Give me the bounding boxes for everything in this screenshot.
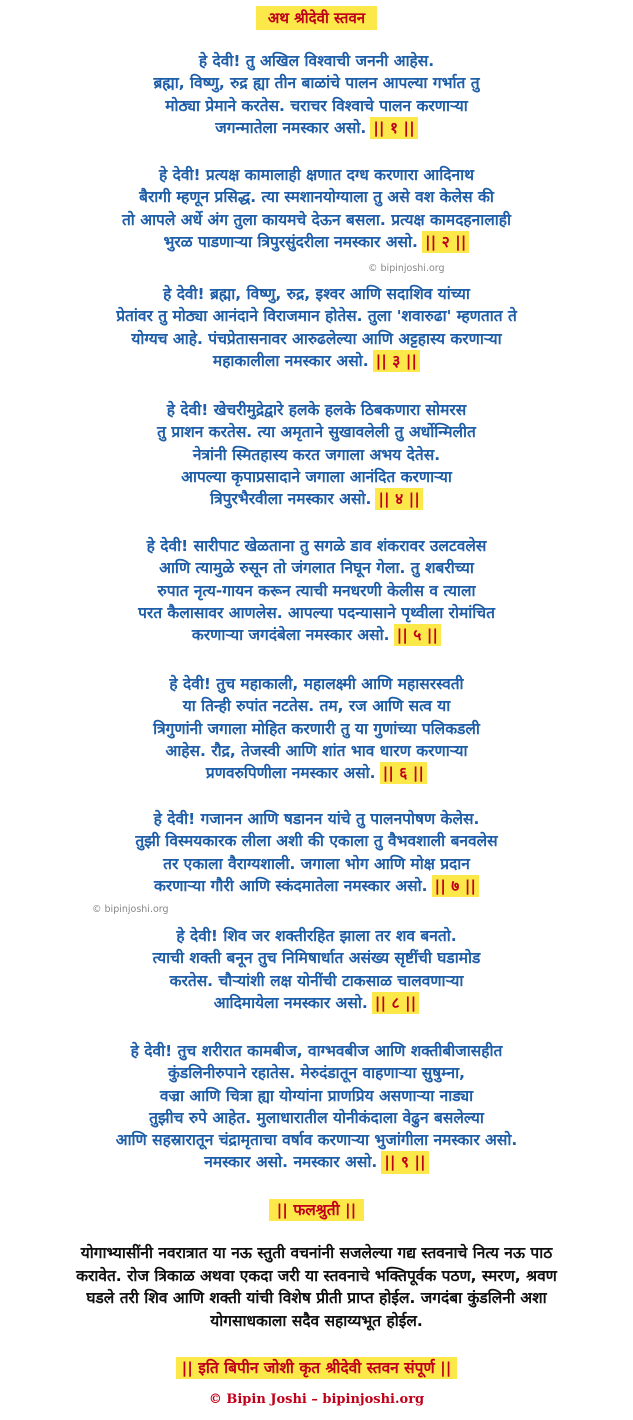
verse-line: मोठ्या प्रेमाने करतेस. चराचर विश्वाचे पालन करणाऱ्या [165, 96, 468, 115]
verse-line: आणि त्यामुळे रुसून तो जंगलात निघून गेला. तु शबरीच्या [159, 559, 474, 578]
verse-line-text: महाकालीला नमस्कार असो. [212, 351, 369, 370]
verse-6 [0, 673, 633, 784]
verse-line: त्याची शक्ती बनून तुच निमिषार्धात असंख्य सृष्टींची घडामोड [152, 949, 481, 968]
verse-7 [0, 808, 633, 897]
verse-number-badge: || ९ || [381, 1151, 429, 1173]
phalashruti-heading: || फलश्रुती || [269, 1199, 365, 1221]
verse-line-text: जगन्मातेला नमस्कार असो. [215, 118, 367, 137]
verse-line-text: करणाऱ्या जगदंबेला नमस्कार असो. [191, 626, 390, 645]
verse-3 [0, 283, 633, 372]
verse-line: कुंडलिनीरुपाने रहातेस. मेरुदंडातून वाहणाऱ्या सुषुम्ना, [168, 1064, 465, 1083]
verse-line-last [0, 488, 633, 510]
phalashruti-line: करावेत. रोज त्रिकाळ अथवा एकदा जरी या स्तवनाचे भक्तिपूर्वक पठण, स्मरण, श्रवण [76, 1266, 557, 1285]
verse-line: नेत्रांनी स्मितहास्य करत जगाला अभय देतेस. [192, 445, 441, 464]
verse-line: हे देवी! तुच शरीरात कामबीज, वाग्भवबीज आणि शक्तीबीजासहीत [130, 1042, 503, 1060]
verse-line: रुपात नृत्य-गायन करून त्याची मनधरणी केलीस व त्याला [157, 581, 476, 600]
verse-number-badge: || ३ || [373, 350, 421, 372]
verse-line-last [0, 1151, 633, 1173]
phalashruti-paragraph [0, 1242, 633, 1332]
verse-2 [0, 164, 633, 253]
verse-line: योग्यच आहे. पंचप्रेतासनावर आरुढलेल्या आणि अट्टहास्य करणाऱ्या [131, 329, 502, 348]
copyright-credit: © Bipin Joshi – bipinjoshi.org [208, 1392, 425, 1407]
verse-line: हे देवी! तु अखिल विश्वाची जननी आहेस. [198, 52, 435, 70]
verse-line: आपल्या कृपाप्रसादाने जगाला आनंदित करणाऱ्या [181, 467, 452, 486]
verse-line: हे देवी! प्रत्यक्ष कामालाही क्षणात दग्ध करणारा आदिनाथ [158, 166, 475, 184]
closing-line: || इति बिपीन जोशी कृत श्रीदेवी स्तवन संपूर्ण || [176, 1357, 458, 1379]
verse-line: आहेस. रौद्र, तेजस्वी आणि शांत भाव धारण करणाऱ्या [165, 741, 468, 760]
verse-line-last [0, 875, 633, 897]
verse-line: त्रिगुणांनी जगाला मोहित करणारी तु या गुणांच्या पलिकडली [153, 719, 480, 738]
verse-line-last [0, 762, 633, 784]
verse-line: परत कैलासावर आणलेस. आपल्या पदन्यासाने पृथ्वीला रोमांचित [138, 603, 495, 622]
verse-line-text: नमस्कार असो. नमस्कार असो. [204, 1153, 378, 1172]
verse-number-badge: || ५ || [394, 624, 442, 646]
verse-line-last [0, 624, 633, 646]
title-container [0, 6, 633, 30]
verse-1 [0, 50, 633, 139]
verse-line-last [0, 117, 633, 139]
verse-line: करतेस. चौऱ्यांशी लक्ष योनींची टाकसाळ चालवणाऱ्या [169, 971, 464, 990]
verse-line-text: करणाऱ्या गौरी आणि स्कंदमातेला नमस्कार असो. [153, 876, 428, 895]
verse-line-text: आदिमायेला नमस्कार असो. [213, 993, 368, 1012]
verse-line: आणि सहस्रारातून चंद्रामृताचा वर्षाव करणाऱ्या भुजांगीला नमस्कार असो. [115, 1131, 518, 1150]
verse-line-text: प्रणवरुपिणीला नमस्कार असो. [205, 764, 376, 783]
verse-8 [0, 925, 633, 1014]
closing-container [0, 1357, 633, 1379]
verse-line: हे देवी! शिव जर शक्तीरहित झाला तर शव बनतो. [176, 927, 457, 945]
verse-line: बैरागी म्हणून प्रसिद्ध. त्या स्मशानयोग्याला तु असे वश केलेस की [139, 188, 494, 207]
verse-line: तुझीच रुपे आहेत. मुलाधारातील योनीकंदाला वेढुन बसलेल्या [149, 1108, 484, 1127]
verse-number-badge: || ७ || [432, 875, 480, 897]
verse-line-text: भुरळ पाडणाऱ्या त्रिपुरसुंदरीला नमस्कार असो. [163, 232, 418, 251]
verse-number-badge: || ६ || [380, 762, 428, 784]
verse-4 [0, 399, 633, 510]
verse-line: तर एकाला वैराग्यशाली. जगाला भोग आणि मोक्ष प्रदान [163, 854, 470, 873]
verse-number-badge: || ८ || [372, 992, 420, 1014]
verse-line: या तिन्ही रुपांत नटतेस. तम, रज आणि सत्व या [182, 697, 451, 716]
verse-line: ब्रह्मा, विष्णु, रुद्र ह्या तीन बाळांचे पालन आपल्या गर्भात तु [153, 74, 480, 93]
verse-line: तो आपले अर्धे अंग तुला कायमचे देऊन बसला. प्रत्यक्ष कामदहनालाही [121, 210, 512, 229]
verse-line-text: त्रिपुरभैरवीला नमस्कार असो. [210, 490, 372, 509]
watermark-top: © bipinjoshi.org [368, 263, 445, 274]
verse-line: हे देवी! गजानन आणि षडानन यांचे तु पालनपोषण केलेस. [153, 810, 480, 828]
verse-line-last [0, 231, 633, 253]
verse-line: तुझी विस्मयकारक लीला अशी की एकाला तु वैभवशाली बनवलेस [135, 832, 498, 851]
verse-5 [0, 535, 633, 646]
verse-line: हे देवी! तुच महाकाली, महालक्ष्मी आणि महासरस्वती [169, 675, 464, 693]
verse-line: प्रेतांवर तु मोठ्या आनंदाने विराजमान होतेस. तुला 'शवारुढा' म्हणतात ते [116, 307, 517, 326]
verse-line: हे देवी! सारीपाट खेळताना तु सगळे डाव शंकरावर उलटवलेस [146, 537, 487, 555]
verse-line: वज्रा आणि चित्रा ह्या योग्यांना प्राणप्रिय असणाऱ्या नाड्या [159, 1086, 474, 1105]
verse-line: तु प्राशन करतेस. त्या अमृताने सुखावलेली तु अर्धोन्मिलीत [157, 423, 476, 442]
phalashruti-line: योगसाधकाला सदैव सहाय्यभूत होईल. [210, 1311, 423, 1330]
verse-line-last [0, 992, 633, 1014]
page-title: अथ श्रीदेवी स्तवन [256, 6, 377, 30]
verse-line: हे देवी! खेचरीमुद्रेद्वारे हलके हलके ठिबकणारा सोमरस [166, 401, 467, 419]
watermark-middle: © bipinjoshi.org [92, 904, 169, 915]
verse-number-badge: || १ || [370, 117, 418, 139]
verse-line-last [0, 350, 633, 372]
phalashruti-line: घडले तरी शिव आणि शक्ती यांची विशेष प्रीती प्राप्त होईल. जगदंबा कुंडलिनी अशा [86, 1289, 547, 1307]
verse-number-badge: || २ || [422, 231, 470, 253]
phalashruti-line: योगाभ्यासींनी नवरात्रात या नऊ स्तुती वचनांनी सजलेल्या गद्य स्तवनाचे नित्य नऊ पाठ [80, 1244, 553, 1262]
verse-9 [0, 1040, 633, 1174]
verse-line: हे देवी! ब्रह्मा, विष्णु, रुद्र, इश्वर आणि सदाशिव यांच्या [163, 285, 470, 303]
verse-number-badge: || ४ || [375, 488, 423, 510]
phalashruti-heading-container [0, 1199, 633, 1221]
